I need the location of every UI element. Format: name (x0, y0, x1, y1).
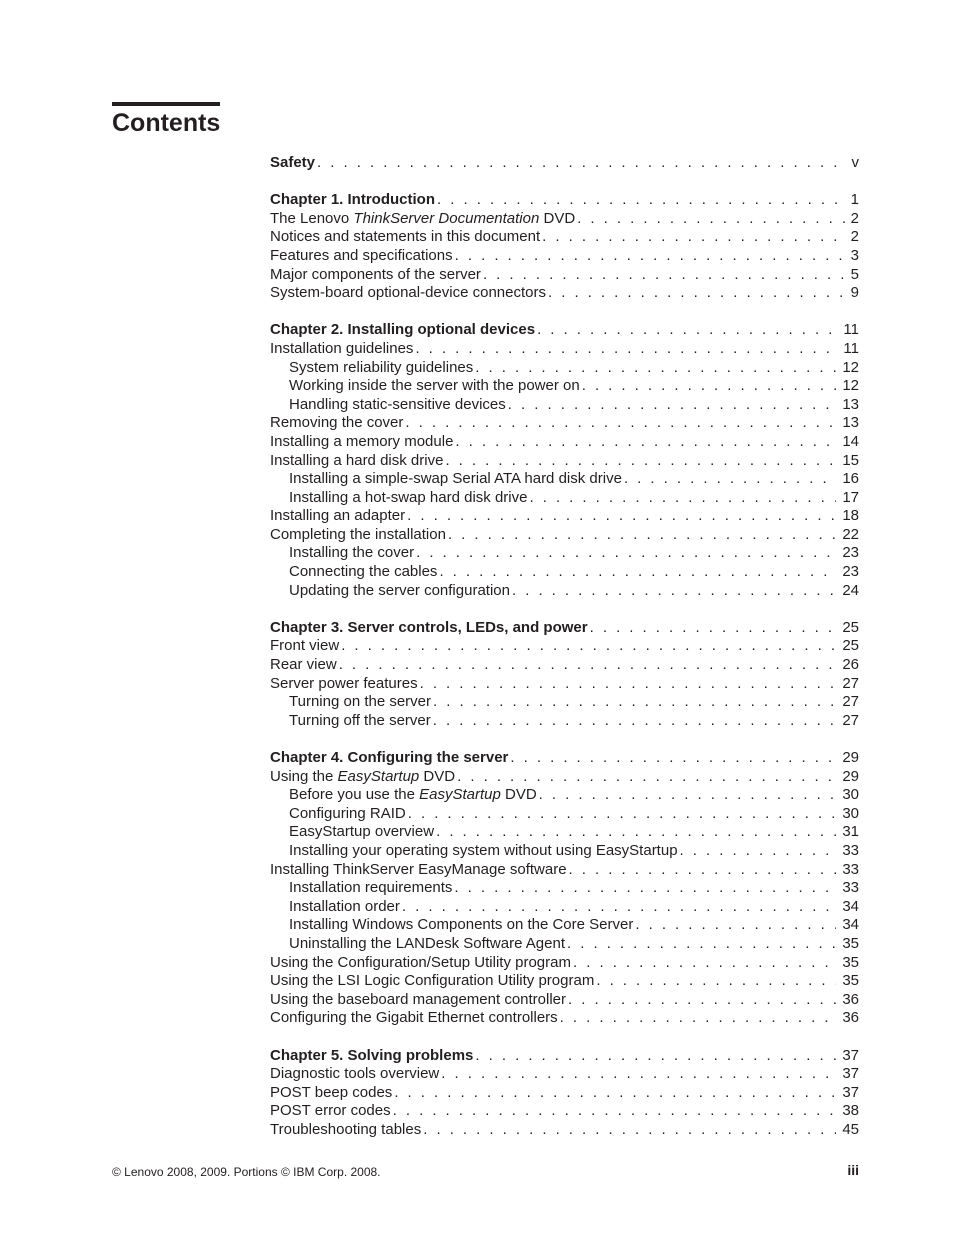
table-of-contents (270, 154, 859, 1139)
dot-leader (446, 526, 836, 545)
dot-leader (678, 842, 837, 861)
toc-page-number: 2 (850, 228, 859, 246)
dot-leader (315, 154, 845, 173)
dot-leader (633, 916, 836, 935)
toc-entry (270, 340, 859, 359)
toc-page-number: 23 (842, 563, 859, 581)
toc-entry (270, 712, 859, 731)
toc-page-number: 17 (842, 488, 859, 506)
toc-entry-title: Installing Windows Components on the Core Server (289, 916, 634, 934)
toc-page-number: 12 (842, 358, 859, 376)
dot-leader (405, 507, 836, 526)
dot-leader (403, 414, 836, 433)
title-rule (112, 102, 220, 106)
toc-entry-title: Installing the cover (289, 544, 415, 562)
toc-page-number: 37 (842, 1083, 859, 1101)
toc-entry-title: Installation requirements (289, 879, 453, 897)
toc-entry (270, 489, 859, 508)
toc-chapter-entry (270, 154, 859, 173)
dot-leader (414, 544, 836, 563)
toc-page-number: 25 (842, 637, 859, 655)
toc-chapter-entry (270, 321, 859, 340)
toc-entry-title: Major components of the server (270, 265, 481, 283)
toc-page-number: 9 (850, 284, 859, 302)
toc-entry-title: Turning off the server (289, 711, 431, 729)
dot-leader (567, 861, 837, 880)
toc-entry-title (270, 210, 575, 229)
dot-leader (622, 470, 836, 489)
toc-page-number: 35 (842, 953, 859, 971)
toc-entry (270, 470, 859, 489)
toc-entry-title: Chapter 2. Installing optional devices (270, 321, 536, 339)
toc-entry (270, 916, 859, 935)
toc-chapter-entry (270, 1047, 859, 1066)
toc-entry (270, 377, 859, 396)
dot-leader (391, 1102, 837, 1121)
toc-page-number: 29 (842, 749, 859, 766)
toc-page-number: 22 (842, 525, 859, 543)
toc-entry-title: Installing a simple-swap Serial ATA hard disk drive (289, 470, 622, 488)
toc-entry-title-italic: ThinkServer Documentation (353, 209, 540, 227)
toc-entry-title-part: DVD (419, 767, 456, 785)
toc-entry (270, 805, 859, 824)
toc-chapter-entry (270, 191, 859, 210)
dot-leader (571, 954, 836, 973)
dot-leader (337, 656, 837, 675)
toc-entry (270, 433, 859, 452)
dot-leader (540, 228, 845, 247)
toc-entry-title: Installation order (289, 897, 400, 915)
toc-page-number: 34 (842, 916, 859, 934)
toc-page-number: 24 (842, 581, 859, 599)
dot-leader (481, 266, 845, 285)
toc-entry (270, 879, 859, 898)
toc-page-number: 37 (842, 1046, 859, 1064)
toc-page-number: 35 (842, 934, 859, 952)
toc-page-number: 18 (842, 507, 859, 525)
dot-leader (558, 1009, 837, 1028)
dot-leader (588, 619, 837, 638)
dot-leader (453, 247, 845, 266)
dot-leader (453, 433, 836, 452)
dot-leader (418, 675, 837, 694)
toc-page-number: 11 (843, 339, 859, 357)
toc-entry-title: Server power features (270, 674, 418, 692)
dot-leader (413, 340, 837, 359)
toc-page-number: 33 (842, 841, 859, 859)
toc-page-number: 29 (842, 767, 859, 785)
toc-entry-title: Configuring the Gigabit Ethernet controllers (270, 1009, 558, 1027)
toc-page-number: 30 (842, 786, 859, 804)
toc-entry-title-part: Using the (270, 767, 338, 785)
toc-page-number: 30 (842, 804, 859, 822)
toc-page-number: 35 (842, 972, 859, 990)
toc-page-number: 13 (842, 414, 859, 432)
toc-entry (270, 563, 859, 582)
copyright-footer: © Lenovo 2008, 2009. Portions © IBM Corp. 2008. (112, 1165, 381, 1179)
dot-leader (566, 991, 836, 1010)
dot-leader (455, 768, 836, 787)
toc-entry (270, 861, 859, 880)
dot-leader (565, 935, 836, 954)
toc-entry (270, 507, 859, 526)
toc-page-number: 33 (842, 879, 859, 897)
toc-page-number: 3 (850, 246, 859, 264)
toc-entry-title: Installing ThinkServer EasyManage software (270, 860, 567, 878)
toc-entry-title-part: DVD (539, 209, 576, 227)
toc-entry (270, 1121, 859, 1140)
toc-page-number: 13 (842, 395, 859, 413)
toc-page-number: 15 (842, 451, 859, 469)
toc-page-number: 14 (842, 432, 859, 450)
toc-page-number: 27 (842, 711, 859, 729)
toc-entry-title: Chapter 1. Introduction (270, 191, 435, 209)
toc-page-number: 27 (842, 693, 859, 711)
toc-page-number: 11 (843, 321, 859, 339)
toc-entry (270, 544, 859, 563)
toc-entry (270, 1009, 859, 1028)
dot-leader (506, 396, 837, 415)
dot-leader (575, 210, 844, 229)
toc-entry-title-part: The Lenovo (270, 209, 354, 227)
toc-chapter-entry (270, 749, 859, 768)
toc-entry-title: Installing your operating system without using EasyStartup (289, 841, 678, 859)
toc-entry (270, 656, 859, 675)
dot-leader (406, 805, 837, 824)
toc-entry-title: Chapter 4. Configuring the server (270, 749, 509, 766)
toc-entry-title (270, 768, 455, 787)
toc-entry (270, 842, 859, 861)
toc-entry (270, 693, 859, 712)
dot-leader (510, 582, 836, 601)
toc-page-number: 1 (850, 191, 859, 209)
toc-page-number: 25 (842, 618, 859, 636)
dot-leader (594, 972, 836, 991)
toc-page-number: 23 (842, 544, 859, 562)
toc-entry-title-part: Before you use the (289, 786, 420, 804)
toc-page-number: 33 (842, 860, 859, 878)
toc-page-number: v (851, 154, 859, 171)
toc-entry-title: Safety (270, 154, 316, 171)
toc-page-number: 16 (842, 470, 859, 488)
toc-entry-title: Chapter 5. Solving problems (270, 1046, 474, 1064)
dot-leader (339, 637, 836, 656)
toc-entry (270, 582, 859, 601)
toc-entry (270, 266, 859, 285)
toc-entry-title: POST beep codes (270, 1083, 393, 1101)
toc-entry-title-italic: EasyStartup (419, 786, 501, 804)
toc-entry-title: Removing the cover (270, 414, 404, 432)
toc-entry (270, 637, 859, 656)
toc-entry (270, 1065, 859, 1084)
toc-entry-title: Completing the installation (270, 525, 446, 543)
toc-entry (270, 210, 859, 229)
toc-entry (270, 1102, 859, 1121)
toc-page-number: 27 (842, 674, 859, 692)
dot-leader (439, 1065, 836, 1084)
dot-leader (431, 712, 837, 731)
dot-leader (421, 1121, 836, 1140)
toc-entry-title (289, 786, 537, 805)
toc-entry-title: Uninstalling the LANDesk Software Agent (289, 934, 565, 952)
dot-leader (546, 284, 845, 303)
page-number: iii (847, 1162, 859, 1178)
dot-leader (434, 823, 836, 842)
toc-chapter-entry (270, 619, 859, 638)
dot-leader (435, 191, 845, 210)
toc-page-number: 36 (842, 1009, 859, 1027)
dot-leader (508, 749, 836, 768)
toc-entry (270, 452, 859, 471)
toc-page-number: 5 (850, 265, 859, 283)
toc-entry-title: Front view (270, 637, 340, 655)
toc-page-number: 45 (842, 1120, 859, 1138)
toc-entry (270, 991, 859, 1010)
toc-entry (270, 786, 859, 805)
toc-entry (270, 228, 859, 247)
toc-entry-title: Diagnostic tools overview (270, 1065, 440, 1083)
toc-page-number: 2 (850, 209, 859, 227)
dot-leader (473, 359, 836, 378)
toc-page-number: 38 (842, 1102, 859, 1120)
toc-entry-title: Updating the server configuration (289, 581, 510, 599)
toc-entry (270, 359, 859, 378)
toc-entry-title: EasyStartup overview (289, 823, 435, 841)
toc-entry (270, 935, 859, 954)
page-title: Contents (112, 109, 221, 137)
toc-entry-title: Rear view (270, 656, 337, 674)
toc-entry-title: Chapter 3. Server controls, LEDs, and power (270, 618, 588, 636)
dot-leader (537, 786, 837, 805)
toc-entry (270, 898, 859, 917)
dot-leader (392, 1084, 836, 1103)
toc-entry-title: Using the LSI Logic Configuration Utility program (270, 972, 595, 990)
toc-entry-title: System-board optional-device connectors (270, 284, 546, 302)
toc-entry-title: Installing a memory module (270, 432, 454, 450)
toc-entry (270, 768, 859, 787)
toc-entry-title: Working inside the server with the power on (289, 377, 580, 395)
dot-leader (473, 1047, 836, 1066)
toc-entry-title: Installing an adapter (270, 507, 406, 525)
toc-page-number: 31 (842, 823, 859, 841)
toc-entry-title: Turning on the server (289, 693, 432, 711)
toc-entry-title: Troubleshooting tables (270, 1120, 422, 1138)
toc-entry-title: Installation guidelines (270, 339, 414, 357)
dot-leader (527, 489, 836, 508)
toc-entry-title-part: DVD (500, 786, 537, 804)
toc-entry-title: System reliability guidelines (289, 358, 474, 376)
toc-entry-title: Using the Configuration/Setup Utility program (270, 953, 571, 971)
toc-entry-title: Features and specifications (270, 246, 453, 264)
toc-entry-title: Configuring RAID (289, 804, 406, 822)
toc-page-number: 34 (842, 897, 859, 915)
toc-entry-title: Notices and statements in this document (270, 228, 541, 246)
dot-leader (535, 321, 837, 340)
toc-page-number: 36 (842, 990, 859, 1008)
dot-leader (580, 377, 837, 396)
toc-entry-title-italic: EasyStartup (337, 767, 420, 785)
toc-entry-title: POST error codes (270, 1102, 391, 1120)
dot-leader (400, 898, 836, 917)
toc-entry (270, 284, 859, 303)
toc-entry-title: Handling static-sensitive devices (289, 395, 506, 413)
toc-entry (270, 396, 859, 415)
toc-entry (270, 675, 859, 694)
dot-leader (452, 879, 836, 898)
toc-page-number: 26 (842, 656, 859, 674)
toc-entry-title: Installing a hot-swap hard disk drive (289, 488, 528, 506)
toc-entry (270, 414, 859, 433)
toc-entry-title: Connecting the cables (289, 563, 438, 581)
toc-entry (270, 954, 859, 973)
toc-page-number: 12 (842, 377, 859, 395)
toc-entry-title: Using the baseboard management controller (270, 990, 567, 1008)
toc-entry (270, 247, 859, 266)
toc-entry-title: Installing a hard disk drive (270, 451, 444, 469)
toc-entry (270, 972, 859, 991)
toc-entry (270, 526, 859, 545)
dot-leader (431, 693, 836, 712)
toc-page-number: 37 (842, 1065, 859, 1083)
toc-entry (270, 823, 859, 842)
toc-entry (270, 1084, 859, 1103)
dot-leader (443, 452, 836, 471)
dot-leader (437, 563, 836, 582)
